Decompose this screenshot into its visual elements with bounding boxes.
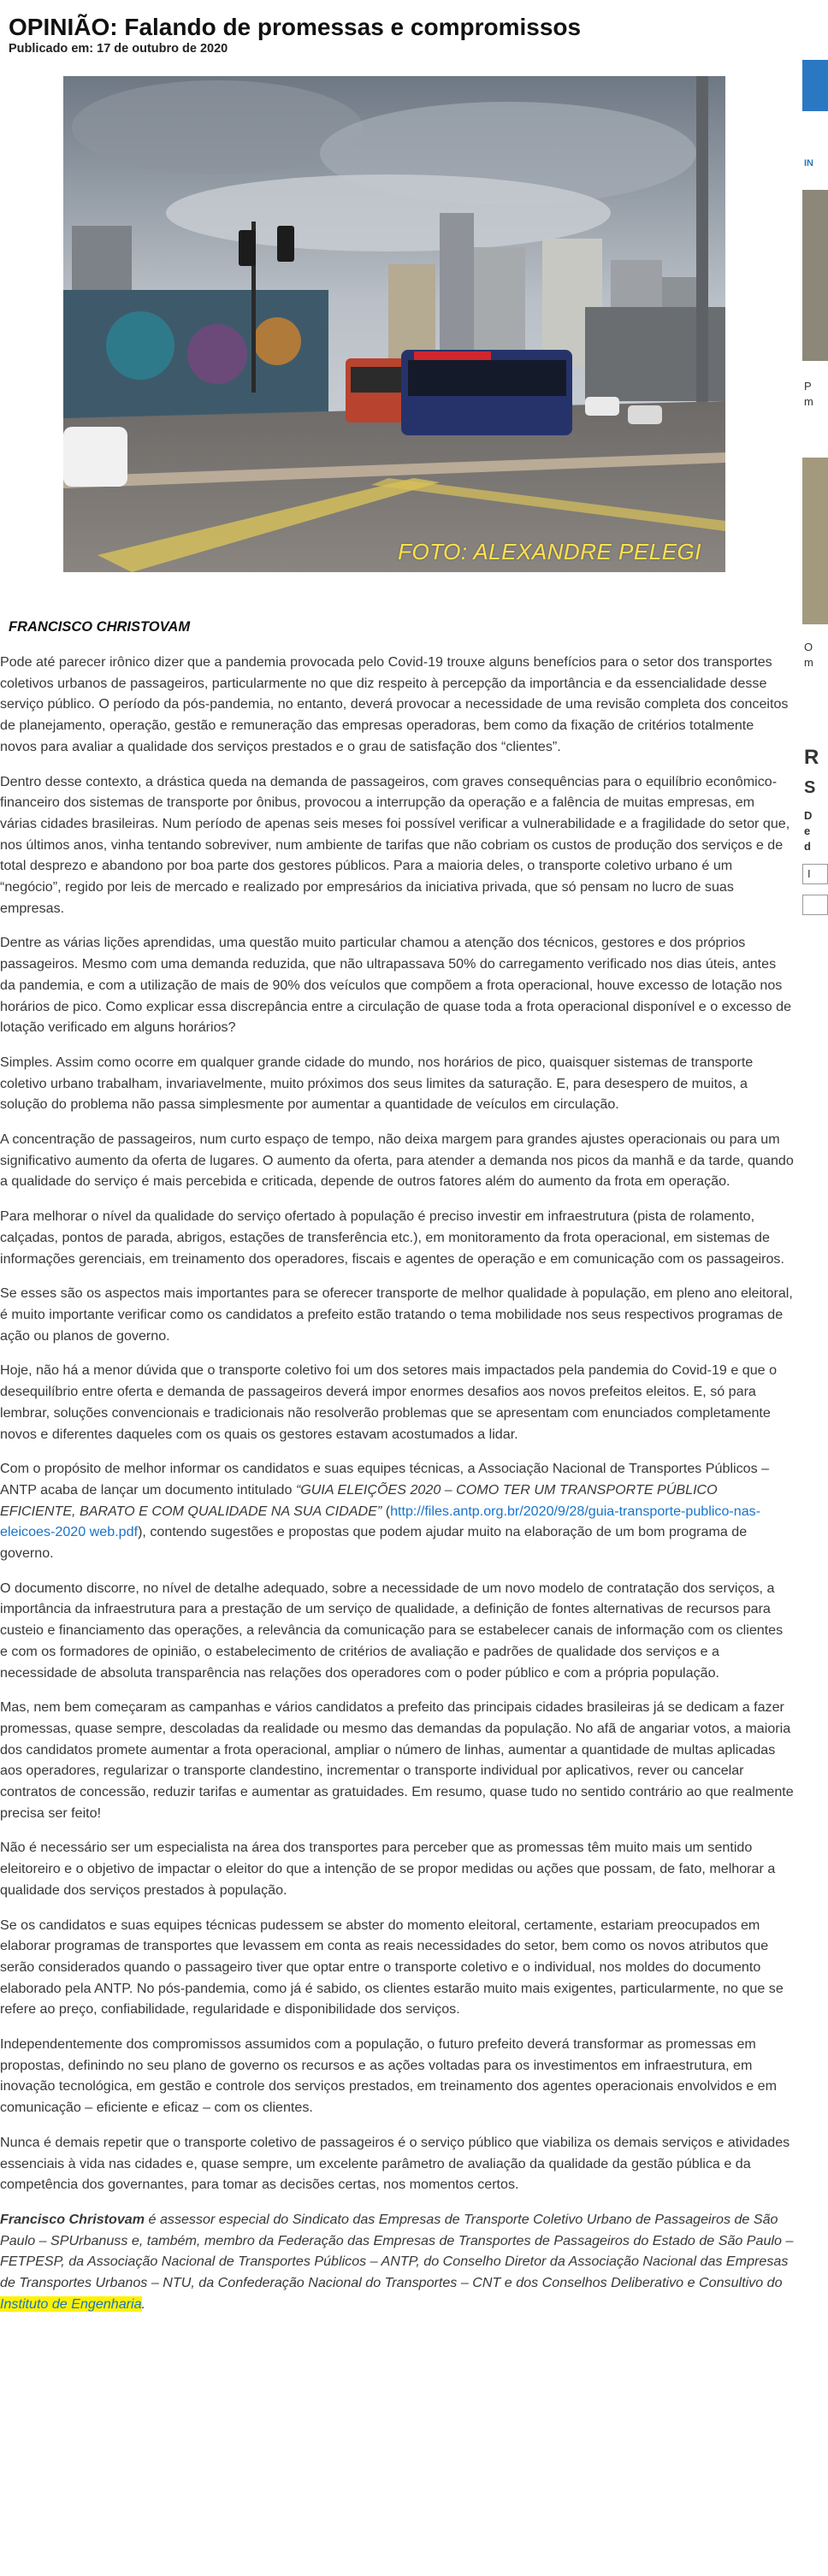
guide-link[interactable]: http://files.antp.org.br/2020/9/28/guia-transporte-publico-nas-eleicoes-2020 web.pdf <box>0 1503 761 1540</box>
sidebar-text: D <box>804 809 813 822</box>
article-title: OPINIÃO: Falando de promessas e compromissos <box>9 14 582 40</box>
author-name: FRANCISCO CHRISTOVAM <box>9 619 191 635</box>
sidebar-text: e <box>804 824 811 837</box>
paragraph: Hoje, não há a menor dúvida que o transporte coletivo foi um dos setores mais impactados pela pandemia do Covid-19 e que o desequilíbrio entre oferta e demanda de passageiros deverá impor enormes desafios aos novos prefeitos eleitos. E, só para lembrar, soluções convencionais e tradicionais não resolverão problemas que se apresentam com enunciados completamente novos e diferentes daqueles com os quais os gestores estavam acostumados a lidar. <box>0 1362 778 1442</box>
bio-name: Francisco Christovam <box>0 2212 145 2227</box>
paragraph: Pode até parecer irônico dizer que a pandemia provocada pelo Covid-19 trouxe alguns benefícios para o setor dos transportes coletivos urbanos de passageiros, particularmente no que diz respeito à percepção da importância e da essencialidade desse serviço público. O período da pós-pandemia, no entanto, deverá provocar a necessidade de uma revisão completa dos conceitos de planejamento, operação, gestão e remuneração das empresas operadoras, bem como da fixação de critérios totalmente novos para avaliar a qualidade dos serviços prestados e o grau de satisfação dos “clientes”. <box>0 654 789 754</box>
guide-paren: ( <box>381 1503 391 1519</box>
paragraph: A concentração de passageiros, num curto espaço de tempo, não deixa margem para grandes ajustes operacionais ou para um significativo aumento da oferta de lugares. O aumento da oferta, para atender a demanda nos picos da manhã e da tarde, quando a qualidade do serviço é mais percebida e criticada, depende de outros fatores além do aumento da frota em operação. <box>0 1131 794 1190</box>
photo-credit: FOTO: ALEXANDRE PELEGI <box>398 539 701 564</box>
sidebar-text: d <box>804 840 811 853</box>
paragraph: O documento discorre, no nível de detalhe adequado, sobre a necessidade de um novo modelo de contratação dos serviços, a importância da infraestrutura para a prestação de um serviço de qualidade, a definição de fontes alternativas de recursos para custeio e financiamento das operações, a relevância da comunicação para se estabelecer canais de informação com os clientes e com os formadores de opinião, o estabelecimento de critérios de avaliação e padrões de qualidade dos serviços e a necessidade de absoluta transparência nas relações dos operadores com o poder público e com a própria população. <box>0 1580 784 1681</box>
paragraph: Para melhorar o nível da qualidade do serviço ofertado à população é preciso investir em infraestrutura (pista de rolamento, calçadas, pontos de parada, abrigos, estações de transferência etc.), em monitoramento da frota operacional, em sistemas de informações gerenciais, em treinamento dos operadores, fiscais e agentes de operação e em comunicação com os passageiros. <box>0 1208 784 1267</box>
sidebar-section-label: IN <box>804 158 813 168</box>
sidebar-banner[interactable] <box>802 60 828 111</box>
publish-date: Publicado em: 17 de outubro de 2020 <box>9 42 228 56</box>
paragraph: Independentemente dos compromissos assumidos com a população, o futuro prefeito deverá transformar as promessas em propostas, definindo no seu plano de governo os recursos e as ações voltadas para os investimentos em infraestrutura, em inovação tecnológica, em gestão e controle dos serviços prestados, em treinamento dos agentes operacionais envolvidos e em comunicação – eficiente e eficaz – com os clientes. <box>0 2036 778 2116</box>
sidebar-thumbnail[interactable] <box>802 458 828 624</box>
paragraph: Mas, nem bem começaram as campanhas e vários candidatos a prefeito das principais cidades brasileiras já se dedicam a fazer promessas, quase sempre, descoladas da realidade ou mesmo das demandas da população. No afã de angariar votos, a maioria dos candidatos promete aumentar a frota operacional, ampliar o número de linhas, aumentar a quantidade de multas aplicadas aos operadores, regularizar o transporte clandestino, incrementar o transporte individual por aplicativos, rever ou cancelar contratos de concessão, reduzir tarifas e aumentar as gratuidades. Em resumo, quase tudo no sentido contrário ao que realmente precisa ser feito! <box>0 1699 794 1821</box>
guide-intro: Com o propósito de melhor informar os candidatos e suas equipes técnicas, a Associação Nacional de Transportes Públicos – ANTP acaba de lançar um documento intitulado <box>0 1461 770 1498</box>
sidebar-subheading: S <box>804 778 816 797</box>
sidebar-caption[interactable]: m <box>804 395 813 408</box>
sidebar-caption[interactable]: P <box>804 380 812 393</box>
article-body <box>0 652 794 2329</box>
instituto-link[interactable]: Instituto de Engenharia <box>0 2295 142 2312</box>
paragraph: Dentre as várias lições aprendidas, uma questão muito particular chamou a atenção dos técnicos, gestores e dos próprios passageiros. Mesmo com uma demanda reduzida, que não ultrapassava 50% do carregamento verificado nos dias úteis, antes da pandemia, e com a utilização de mais de 90% dos veículos que compõem a frota operacional, houve excesso de lotação nos horários de pico. Como explicar essa discrepância entre a circulação de quase toda a frota operacional disponível e o excesso de lotação verificado em alguns horários? <box>0 935 792 1036</box>
article-photo <box>63 76 725 572</box>
paragraph: Não é necessário ser um especialista na área dos transportes para perceber que as promessas têm muito mais um sentido eleitoreiro e o objetivo de impactar o eleitor do que a intenção de se propor medidas ou ações que possam, de fato, melhorar a qualidade dos serviços prestados à população. <box>0 1840 776 1898</box>
bio-end: . <box>141 2295 146 2312</box>
sidebar <box>794 0 819 2576</box>
sidebar-caption[interactable]: O <box>804 641 813 653</box>
sidebar-caption[interactable]: m <box>804 656 813 669</box>
paragraph: Se os candidatos e suas equipes técnicas pudessem se abster do momento eleitoral, certamente, estariam preocupados em elaborar programas de transportes que levassem em conta as reais necessidades do setor, bem como os novos atributos que serão considerados quando o passageiro tiver que optar entre o transporte coletivo e o individual, nos moldes do documento elaborado pela ANTP. No pós-pandemia, como já é sabido, os clientes estarão muito mais exigentes, particularmente, no que se refere ao preço, confiabilidade, regularidade e disponibilidade dos serviços. <box>0 1917 784 2018</box>
sidebar-input[interactable] <box>802 895 828 915</box>
sidebar-heading: R <box>804 746 819 769</box>
street-photo-illustration <box>63 76 725 572</box>
sidebar-thumbnail[interactable] <box>802 190 828 361</box>
bio-text: é assessor especial do Sindicato das Empresas de Transporte Coletivo Urbano de Passageiros de São Paulo – SPUrbanuss e, também, membro da Federação das Empresas de Transportes de Passageiros do Estado de São Paulo – FETPESP, da Associação Nacional de Transportes Públicos – ANTP, do Conselho Diretor da Associação Nacional das Empresas de Transportes Urbanos – NTU, da Confederação Nacional do Transportes – CNT e dos Conselhos Deliberativo e Consultivo do <box>0 2212 794 2291</box>
paragraph: Simples. Assim como ocorre em qualquer grande cidade do mundo, nos horários de pico, quaisquer sistemas de transporte coletivo urbano trabalham, invariavelmente, muito próximos dos seus limites da saturação. E, para desespero de muitos, a solução do problema não passa simplesmente por aumentar a quantidade de veículos em circulação. <box>0 1054 754 1113</box>
paragraph: Nunca é demais repetir que o transporte coletivo de passageiros é o serviço público que viabiliza os demais serviços e atividades essenciais à vida nas cidades e, quase sempre, um excelente parâmetro de avaliação da qualidade da gestão pública e da competência dos governantes, para tomar as decisões certas, nos momentos certos. <box>0 2134 790 2193</box>
sidebar-input-char: I <box>807 867 811 880</box>
paragraph: Se esses são os aspectos mais importantes para se oferecer transporte de melhor qualidade à população, em pleno ano eleitoral, é muito importante verificar como os candidatos a prefeito estão tratando o tema mobilidade nos seus respectivos programas de ação ou planos de governo. <box>0 1285 793 1344</box>
guide-title: “GUIA ELEIÇÕES 2020 – COMO TER UM TRANSPORTE PÚBLICO EFICIENTE, BARATO E COM QUALIDADE NA SUA CIDADE” <box>0 1481 718 1519</box>
author-bio <box>0 2209 794 2315</box>
paragraph-guide <box>0 1458 794 1564</box>
paragraph: Dentro desse contexto, a drástica queda na demanda de passageiros, com graves consequências para o equilíbrio econômico-financeiro dos sistemas de transporte por ônibus, provocou a interrupção da operação e a falência de muitas empresas, em várias cidades brasileiras. Num período de apenas seis meses foi possível verificar a vulnerabilidade e a fragilidade do setor que, nos últimos anos, vinha tentando sobreviver, num ambiente de tarifas que não cobriam os custos de produção dos serviços e de total desprezo e abandono por boa parte dos gestores públicos. Para a maioria deles, o transporte coletivo urbano é um “negócio”, regido por leis de mercado e realizado por empresários da iniciativa privada, que só pensam no lucro de suas empresas. <box>0 773 790 916</box>
guide-outro: ), contendo sugestões e propostas que podem ajudar muito na elaboração de um bom programa de governo. <box>0 1524 748 1562</box>
sidebar-input[interactable] <box>802 864 828 884</box>
